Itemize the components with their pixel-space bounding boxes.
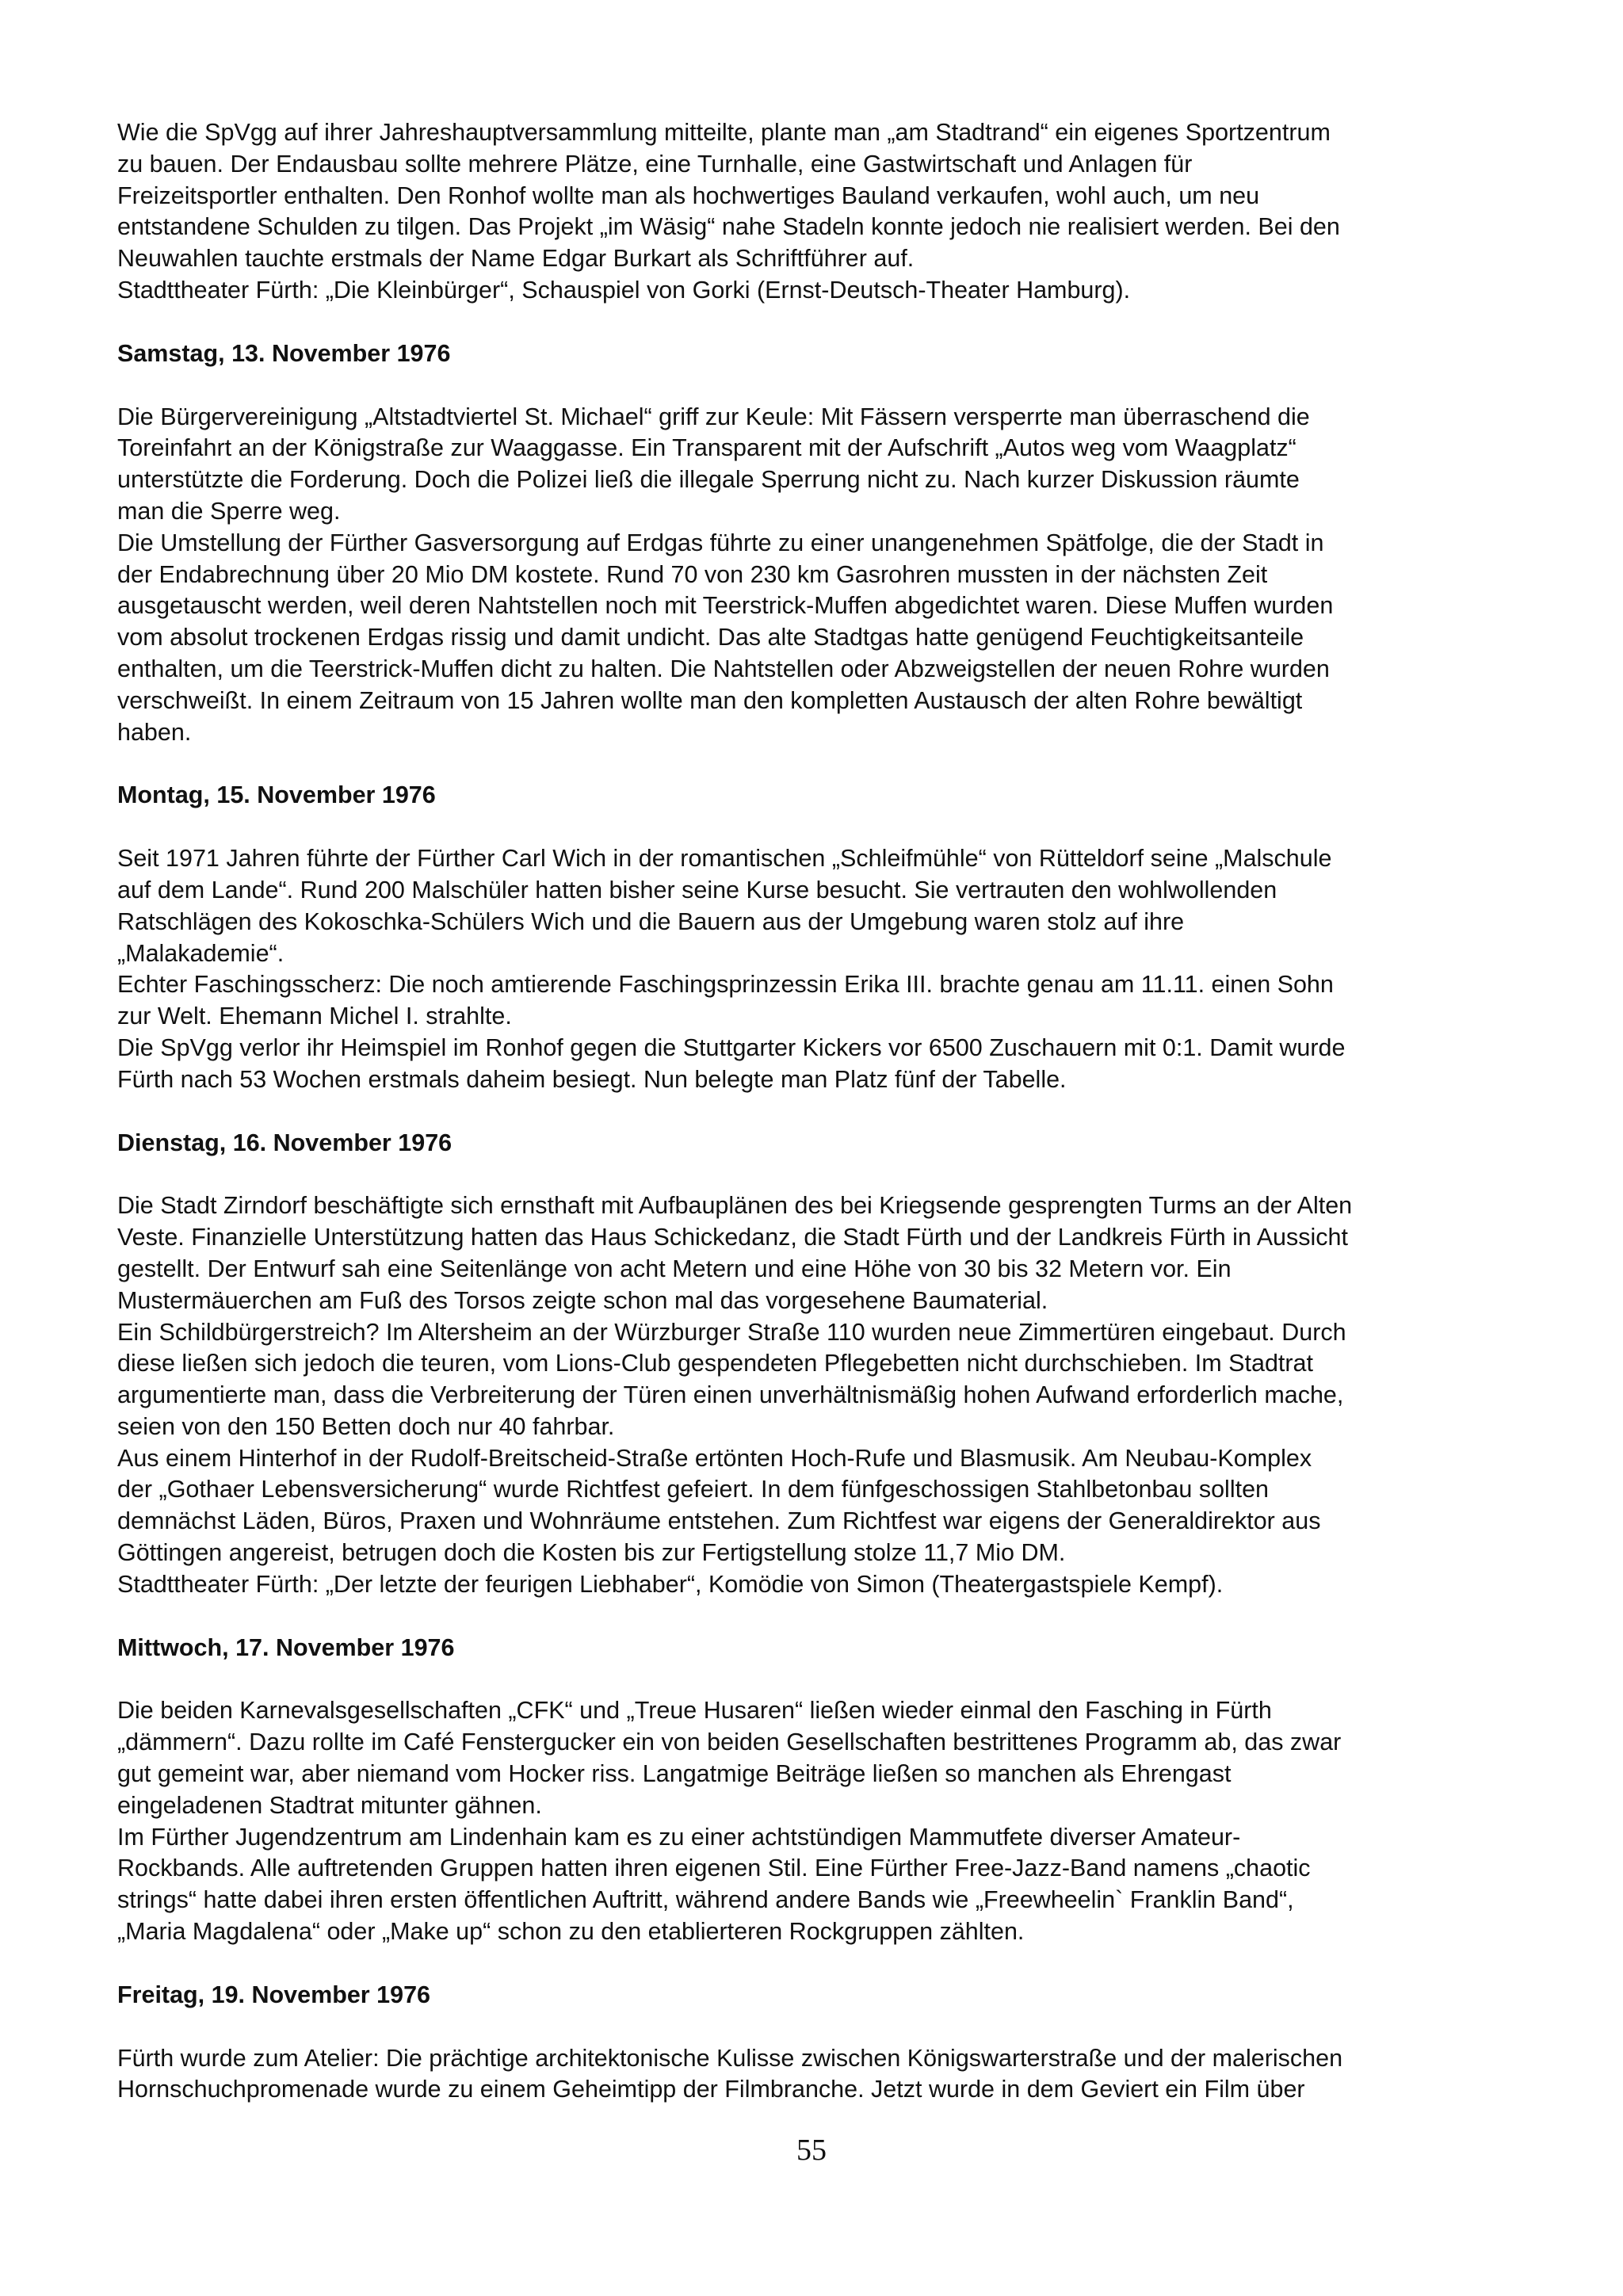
section-montag bbox=[117, 780, 1512, 1095]
text-line: Freizeitsportler enthalten. Den Ronhof wollte man als hochwertiges Bauland verkaufen, wohl auch, um neu bbox=[117, 181, 1260, 209]
text-line: Rockbands. Alle auftretenden Gruppen hatten ihren eigenen Stil. Eine Fürther Free-Jazz-Band namens „chaotic bbox=[117, 1855, 1311, 1882]
page-number: 55 bbox=[796, 2134, 827, 2167]
intro-block bbox=[117, 117, 1512, 307]
section-heading: Dienstag, 16. November 1976 bbox=[117, 1129, 453, 1156]
text-line: unterstützte die Forderung. Doch die Polizei ließ die illegale Sperrung nicht zu. Nach kurzer Diskussion räumte bbox=[117, 466, 1300, 494]
text-line: gestellt. Der Entwurf sah eine Seitenlänge von acht Metern und eine Höhe von 30 bis 32 Metern vor. Ein bbox=[117, 1255, 1232, 1282]
text-line: man die Sperre weg. bbox=[117, 497, 341, 525]
text-line: Aus einem Hinterhof in der Rudolf-Breitscheid-Straße ertönten Hoch-Rufe und Blasmusik. Am Neubau-Komplex bbox=[117, 1444, 1312, 1472]
text-line: Die Stadt Zirndorf beschäftigte sich ernsthaft mit Aufbauplänen des bei Kriegsende gesprengten Turms an der Alten bbox=[117, 1192, 1353, 1220]
section-heading: Samstag, 13. November 1976 bbox=[117, 339, 451, 367]
section-freitag bbox=[117, 1980, 1512, 2106]
text-line: seien von den 150 Betten doch nur 40 fahrbar. bbox=[117, 1412, 615, 1440]
text-line: Wie die SpVgg auf ihrer Jahreshauptversammlung mitteilte, plante man „am Stadtrand“ ein eigenes Sportzentrum bbox=[117, 119, 1331, 146]
text-line: „dämmern“. Dazu rollte im Café Fenstergucker ein von beiden Gesellschaften bestrittenes Programm ab, das zwar bbox=[117, 1729, 1342, 1756]
text-line: eingeladenen Stadtrat mitunter gähnen. bbox=[117, 1791, 542, 1819]
text-line: Neuwahlen tauchte erstmals der Name Edgar Burkart als Schriftführer auf. bbox=[117, 245, 915, 273]
text-line: Ratschlägen des Kokoschka-Schülers Wich und die Bauern aus der Umgebung waren stolz auf ihre bbox=[117, 907, 1185, 935]
text-line: entstandene Schulden zu tilgen. Das Projekt „im Wäsig“ nahe Stadeln konnte jedoch nie realisiert werden. Bei den bbox=[117, 213, 1340, 241]
text-line: „Maria Magdalena“ oder „Make up“ schon zu den etablierteren Rockgruppen zählten. bbox=[117, 1918, 1025, 1946]
text-line: Die beiden Karnevalsgesellschaften „CFK“ und „Treue Husaren“ ließen wieder einmal den Fasching in Fürth bbox=[117, 1697, 1272, 1725]
text-line: vom absolut trockenen Erdgas rissig und damit undicht. Das alte Stadtgas hatte genügend Feuchtigkeitsanteile bbox=[117, 624, 1304, 651]
text-line: Echter Faschingsscherz: Die noch amtierende Faschingsprinzessin Erika III. brachte genau am 11.11. einen Sohn bbox=[117, 971, 1334, 999]
text-line: Hornschuchpromenade wurde zu einem Geheimtipp der Filmbranche. Jetzt wurde in dem Geviert ein Film über bbox=[117, 2076, 1305, 2103]
section-heading: Montag, 15. November 1976 bbox=[117, 781, 436, 809]
text-line: Stadttheater Fürth: „Der letzte der feurigen Liebhaber“, Komödie von Simon (Theatergastspiele Kempf). bbox=[117, 1570, 1224, 1598]
text-line: Göttingen angereist, betrugen doch die Kosten bis zur Fertigstellung stolze 11,7 Mio DM. bbox=[117, 1539, 1066, 1567]
text-line: zur Welt. Ehemann Michel I. strahlte. bbox=[117, 1003, 512, 1030]
text-line: Die Umstellung der Fürther Gasversorgung auf Erdgas führte zu einer unangenehmen Spätfolge, die der Stadt in bbox=[117, 529, 1324, 556]
section-mittwoch bbox=[117, 1633, 1512, 1948]
text-line: gut gemeint war, aber niemand vom Hocker riss. Langatmige Beiträge ließen so manchen als Ehrengast bbox=[117, 1760, 1232, 1788]
text-line: der „Gothaer Lebensversicherung“ wurde Richtfest gefeiert. In dem fünfgeschossigen Stahlbetonbau sollten bbox=[117, 1476, 1269, 1503]
text-line: Mustermäuerchen am Fuß des Torsos zeigte schon mal das vorgesehene Baumaterial. bbox=[117, 1286, 1048, 1314]
text-line: ausgetauscht werden, weil deren Nahtstellen noch mit Teerstrick-Muffen abgedichtet waren. Diese Muffen wurden bbox=[117, 592, 1334, 620]
text-line: Veste. Finanzielle Unterstützung hatten das Haus Schickedanz, die Stadt Fürth und der Landkreis Fürth in Aussicht bbox=[117, 1224, 1348, 1251]
text-line: Im Fürther Jugendzentrum am Lindenhain kam es zu einer achtstündigen Mammutfete diverser Amateur- bbox=[117, 1823, 1241, 1851]
section-heading: Mittwoch, 17. November 1976 bbox=[117, 1633, 455, 1661]
document-page bbox=[117, 117, 1512, 2106]
text-line: haben. bbox=[117, 718, 192, 746]
text-line: enthalten, um die Teerstrick-Muffen dicht zu halten. Die Nahtstellen oder Abzweigstellen der neuen Rohre wurden bbox=[117, 655, 1330, 682]
text-line: Stadttheater Fürth: „Die Kleinbürger“, Schauspiel von Gorki (Ernst-Deutsch-Theater Hamburg). bbox=[117, 276, 1131, 304]
text-line: argumentierte man, dass die Verbreiterung der Türen einen unverhältnismäßig hohen Aufwand erforderlich mache, bbox=[117, 1381, 1344, 1409]
text-line: verschweißt. In einem Zeitraum von 15 Jahren wollte man den kompletten Austausch der alten Rohre bewältigt bbox=[117, 686, 1303, 714]
text-line: Ein Schildbürgerstreich? Im Altersheim an der Würzburger Straße 110 wurden neue Zimmertüren eingebaut. Durch bbox=[117, 1318, 1346, 1346]
text-line: Fürth nach 53 Wochen erstmals daheim besiegt. Nun belegte man Platz fünf der Tabelle. bbox=[117, 1065, 1067, 1093]
text-line: der Endabrechnung über 20 Mio DM kostete. Rund 70 von 230 km Gasrohren mussten in der nächsten Zeit bbox=[117, 560, 1268, 588]
text-line: Die SpVgg verlor ihr Heimspiel im Ronhof gegen die Stuttgarter Kickers vor 6500 Zuschauern mit 0:1. Damit wurde bbox=[117, 1033, 1346, 1061]
section-dienstag bbox=[117, 1128, 1512, 1601]
text-line: Fürth wurde zum Atelier: Die prächtige architektonische Kulisse zwischen Königswarterstraße und der malerischen bbox=[117, 2044, 1343, 2072]
text-line: Seit 1971 Jahren führte der Fürther Carl Wich in der romantischen „Schleifmühle“ von Rütteldorf seine „Malschule bbox=[117, 845, 1332, 873]
text-line: strings“ hatte dabei ihren ersten öffentlichen Auftritt, während andere Bands wie „Freewheelin` Franklin Band“, bbox=[117, 1886, 1294, 1914]
text-line: demnächst Läden, Büros, Praxen und Wohnräume entstehen. Zum Richtfest war eigens der Generaldirektor aus bbox=[117, 1507, 1321, 1535]
text-line: auf dem Lande“. Rund 200 Malschüler hatten bisher seine Kurse besucht. Sie vertrauten den wohlwollenden bbox=[117, 876, 1277, 904]
text-line: Toreinfahrt an der Königstraße zur Waaggasse. Ein Transparent mit der Aufschrift „Autos weg vom Waagplatz“ bbox=[117, 434, 1296, 462]
text-line: diese ließen sich jedoch die teuren, vom Lions-Club gespendeten Pflegebetten nicht durchschieben. Im Stadtrat bbox=[117, 1350, 1313, 1377]
section-heading: Freitag, 19. November 1976 bbox=[117, 1981, 430, 2008]
text-line: zu bauen. Der Endausbau sollte mehrere Plätze, eine Turnhalle, eine Gastwirtschaft und Anlagen für bbox=[117, 150, 1193, 178]
text-line: Die Bürgervereinigung „Altstadtviertel St. Michael“ griff zur Keule: Mit Fässern versperrte man überraschend die bbox=[117, 403, 1310, 430]
section-samstag bbox=[117, 338, 1512, 749]
text-line: „Malakademie“. bbox=[117, 939, 285, 967]
